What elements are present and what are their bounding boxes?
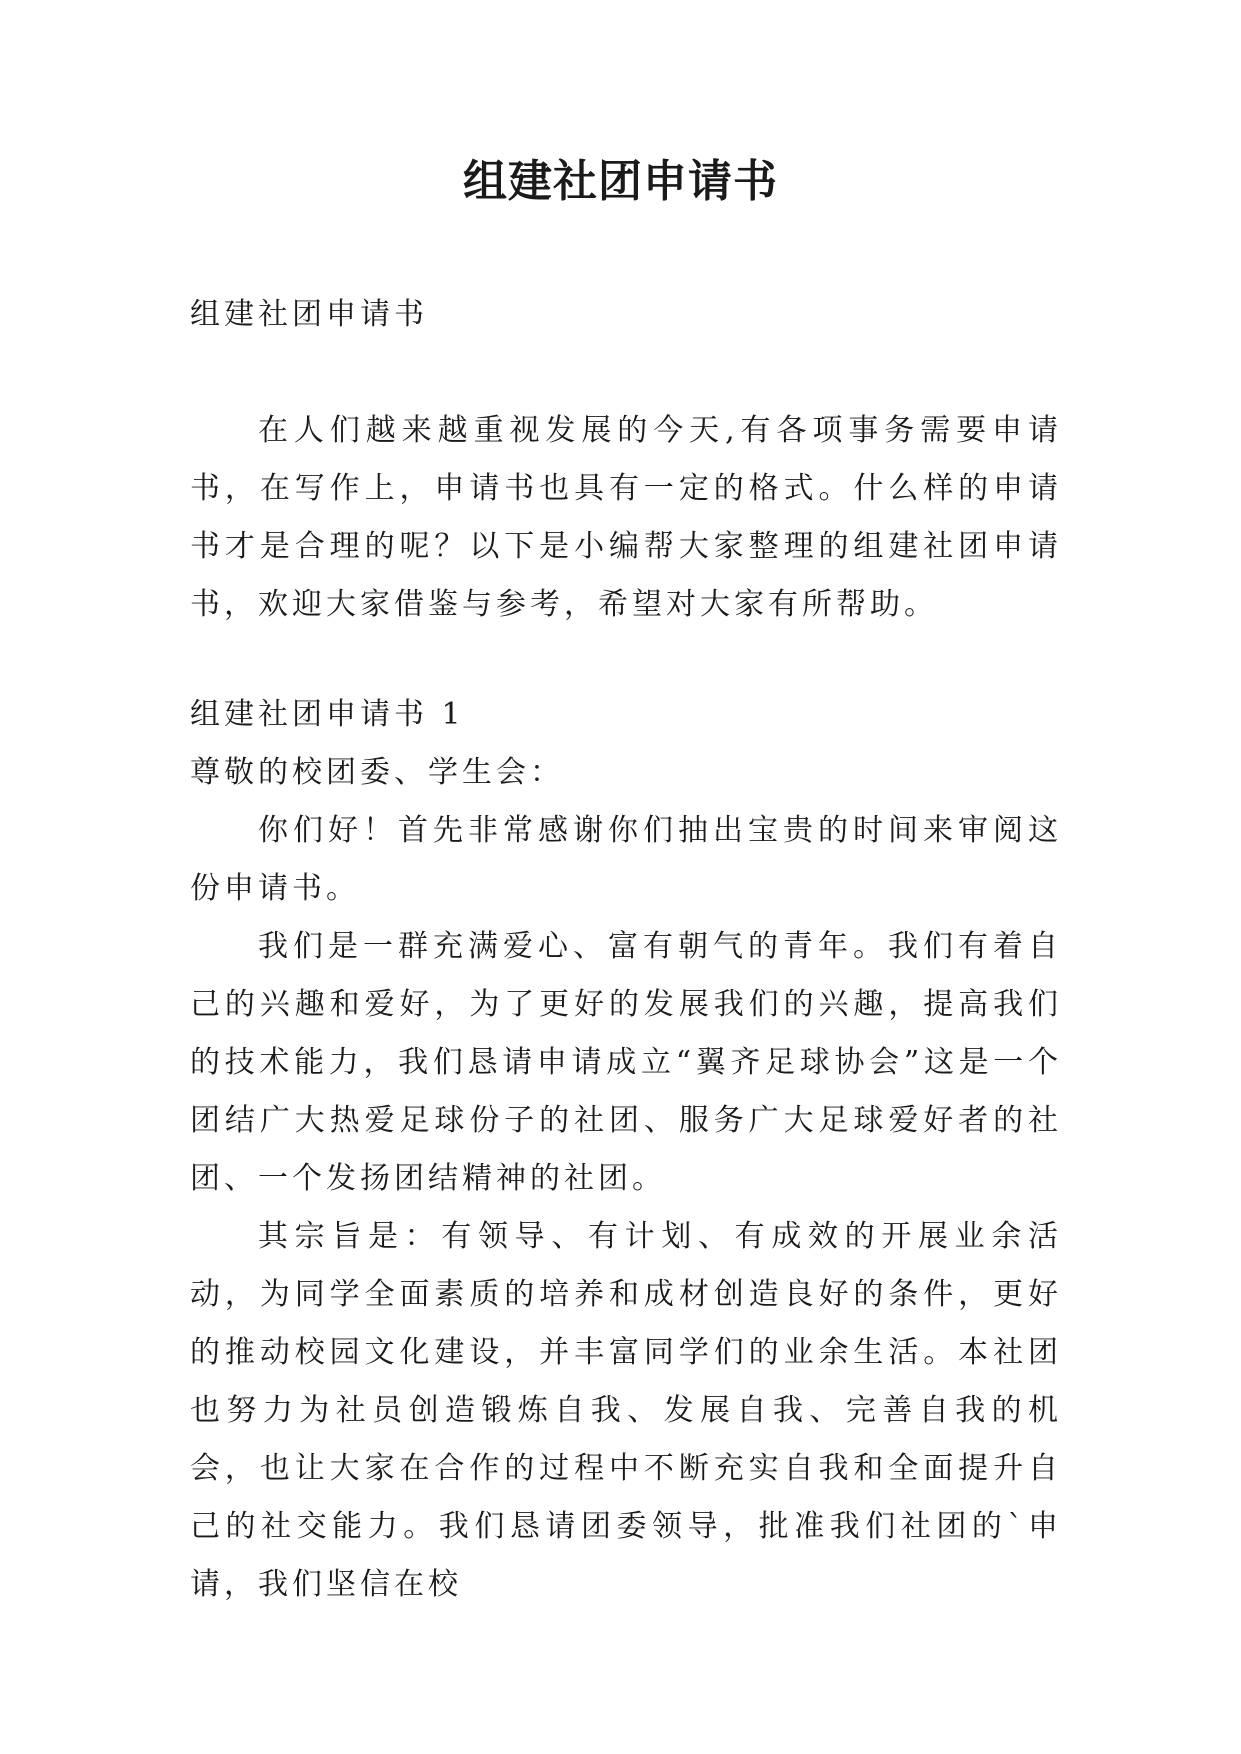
intro-paragraph: 在人们越来越重视发展的今天,有各项事务需要申请书，在写作上，申请书也具有一定的格式。什么样的申请书才是合理的呢？以下是小编帮大家整理的组建社团申请书，欢迎大家借鉴与参考，希望对大家有所帮助。: [190, 413, 1062, 622]
document-subtitle: 组建社团申请书: [190, 297, 428, 332]
body-paragraph: 其宗旨是：有领导、有计划、有成效的开展业余活动，为同学全面素质的培养和成材创造良好的条件，更好的推动校园文化建设，并丰富同学们的业余生活。本社团也努力为社员创造锻炼自我、发展自我、完善自我的机会，也让大家在合作的过程中不断充实自我和全面提升自己的社交能力。我们恳请团委领导，批准我们社团的`申请，我们坚信在校: [190, 1219, 1062, 1602]
section-heading: 组建社团申请书 1: [190, 697, 465, 732]
body-paragraph: 我们是一群充满爱心、富有朝气的青年。我们有着自己的兴趣和爱好，为了更好的发展我们的兴趣，提高我们的技术能力，我们恳请申请成立“翼齐足球协会”这是一个团结广大热爱足球份子的社团、服务广大足球爱好者的社团、一个发扬团结精神的社团。: [190, 929, 1062, 1196]
section-1: [190, 686, 1062, 1614]
body-paragraph: 你们好！首先非常感谢你们抽出宝贵的时间来审阅这份申请书。: [190, 813, 1062, 906]
salutation: 尊敬的校团委、学生会：: [190, 755, 564, 790]
intro-block: [190, 402, 1062, 634]
document-title: 组建社团申请书: [463, 156, 778, 207]
